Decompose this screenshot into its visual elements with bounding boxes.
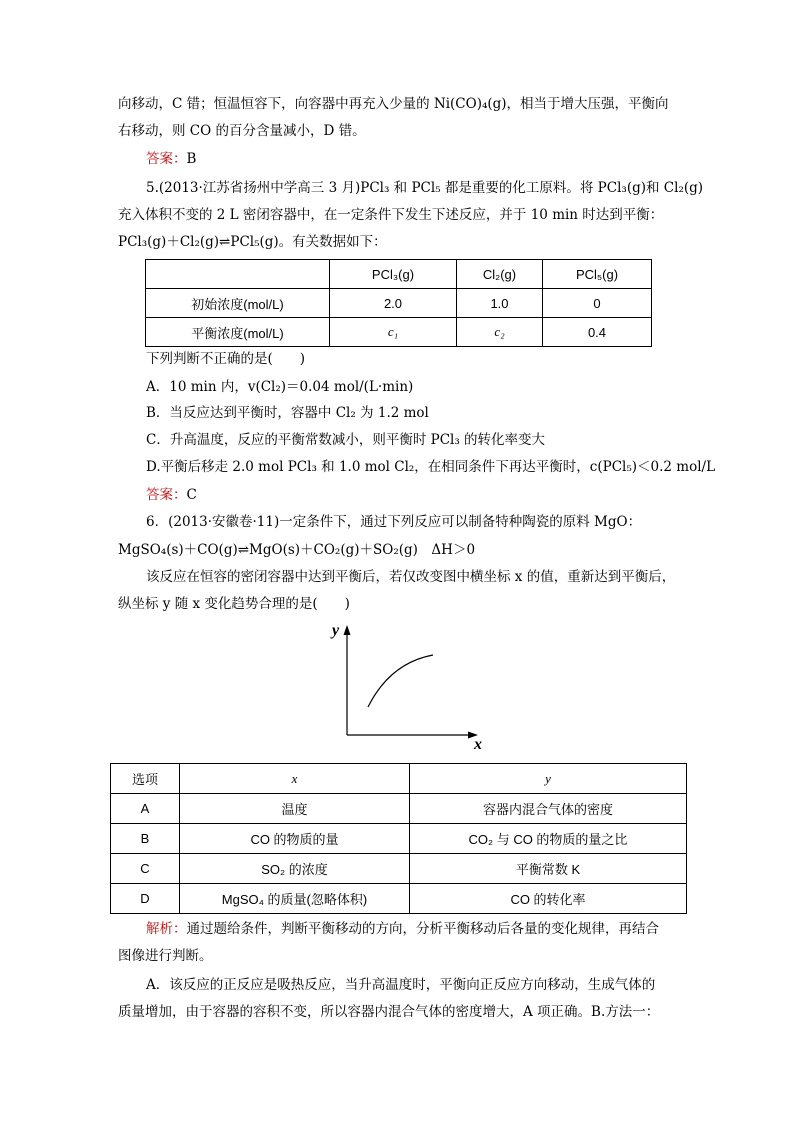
question-6-line: 纵坐标 y 随 x 变化趋势合理的是( ) — [118, 596, 350, 612]
table-cell: 0 — [543, 289, 652, 318]
table-cell: 初始浓度(mol/L) — [146, 289, 330, 318]
table-cell — [146, 260, 330, 289]
question-6-line: 6．(2013·安徽卷·11)一定条件下，通过下列反应可以制备特种陶瓷的原料 MgO： — [146, 514, 642, 530]
option-d: D.平衡后移走 2.0 mol PCl₃ 和 1.0 mol Cl₂，在相同条件下再达平衡时，c(PCl₅)＜0.2 mol/L — [146, 459, 716, 475]
trend-graph — [320, 615, 500, 755]
table-cell: SO₂ 的浓度 — [180, 854, 410, 884]
option-a: A．10 min 内，v(Cl₂)＝0.04 mol/(L·min) — [146, 379, 414, 395]
option-c: C．升高温度，反应的平衡常数减小，则平衡时 PCl₃ 的转化率变大 — [146, 432, 546, 448]
explanation-line — [146, 919, 659, 939]
table-cell: PCl₅(g) — [543, 260, 652, 289]
explanation-label: 解析： — [146, 921, 187, 937]
table-cell: Cl₂(g) — [457, 260, 543, 289]
table-row — [111, 854, 687, 884]
table-cell: 平衡常数 K — [410, 854, 687, 884]
table-cell: 1.0 — [457, 289, 543, 318]
question-5-line: PCl₃(g)＋Cl₂(g)⇌PCl₅(g)。有关数据如下： — [118, 234, 387, 250]
answer-value: C — [186, 487, 197, 503]
table-cell: B — [111, 824, 180, 854]
table-cell: 容器内混合气体的密度 — [410, 794, 687, 824]
table-cell: MgSO₄ 的质量(忽略体积) — [180, 884, 410, 914]
y-axis-label: y — [332, 622, 340, 639]
answer-label: 答案： — [146, 151, 187, 167]
table-cell: x — [180, 764, 410, 794]
data-table — [145, 259, 652, 347]
table-cell: CO₂ 与 CO 的物质的量之比 — [410, 824, 687, 854]
answer-line — [146, 485, 197, 505]
explanation-line: A．该反应的正反应是吸热反应，当升高温度时，平衡向正反应方向移动，生成气体的 — [146, 977, 656, 993]
table-cell: C — [111, 854, 180, 884]
question-6-line: 该反应在恒容的密闭容器中达到平衡后，若仅改变图中横坐标 x 的值，重新达到平衡后， — [146, 569, 676, 585]
table-cell: 选项 — [111, 764, 180, 794]
table-cell: PCl₃(g) — [330, 260, 457, 289]
table-row — [111, 884, 687, 914]
table-cell: 温度 — [180, 794, 410, 824]
table-header-row — [111, 764, 687, 794]
question-5-line: 充入体积不变的 2 L 密闭容器中，在一定条件下发生下述反应，并于 10 min 时达到平衡： — [118, 207, 664, 223]
answer-value: B — [186, 151, 197, 167]
table-cell: D — [111, 884, 180, 914]
text-line: 向移动，C 错；恒温恒容下，向容器中再充入少量的 Ni(CO)₄(g)，相当于增大压强，平衡向 — [118, 96, 669, 112]
table-cell: c₁ — [330, 318, 457, 347]
trend-curve — [368, 655, 433, 707]
table-row — [146, 318, 652, 347]
table-cell: A — [111, 794, 180, 824]
y-axis-arrow — [344, 625, 351, 635]
text-line: 右移动，则 CO 的百分含量减小，D 错。 — [118, 123, 366, 139]
question-stem: 下列判断不正确的是( ) — [146, 351, 306, 367]
table-row — [111, 824, 687, 854]
answer-line — [146, 149, 196, 169]
question-6-line: MgSO₄(s)＋CO(g)⇌MgO(s)＋CO₂(g)＋SO₂(g) ΔH＞0 — [118, 542, 476, 558]
table-cell: CO 的转化率 — [410, 884, 687, 914]
options-table — [110, 763, 687, 914]
table-cell: c₂ — [457, 318, 543, 347]
table-header-row — [146, 260, 652, 289]
explanation-line: 质量增加，由于容器的容积不变，所以容器内混合气体的密度增大，A 项正确。B.方法一： — [118, 1004, 660, 1020]
table-cell: y — [410, 764, 687, 794]
table-cell: 2.0 — [330, 289, 457, 318]
explanation-line: 图像进行判断。 — [118, 948, 213, 964]
table-row — [146, 289, 652, 318]
question-5-line: 5.(2013·江苏省扬州中学高三 3 月)PCl₃ 和 PCl₅ 都是重要的化工原料。将 PCl₃(g)和 Cl₂(g) — [146, 180, 704, 196]
table-cell: 0.4 — [543, 318, 652, 347]
option-b: B．当反应达到平衡时，容器中 Cl₂ 为 1.2 mol — [146, 405, 429, 421]
table-row — [111, 794, 687, 824]
table-cell: 平衡浓度(mol/L) — [146, 318, 330, 347]
table-cell: CO 的物质的量 — [180, 824, 410, 854]
x-axis-label: x — [474, 736, 482, 753]
answer-label: 答案： — [146, 487, 187, 503]
explanation-text: 通过题给条件，判断平衡移动的方向，分析平衡移动后各量的变化规律，再结合 — [186, 921, 659, 937]
